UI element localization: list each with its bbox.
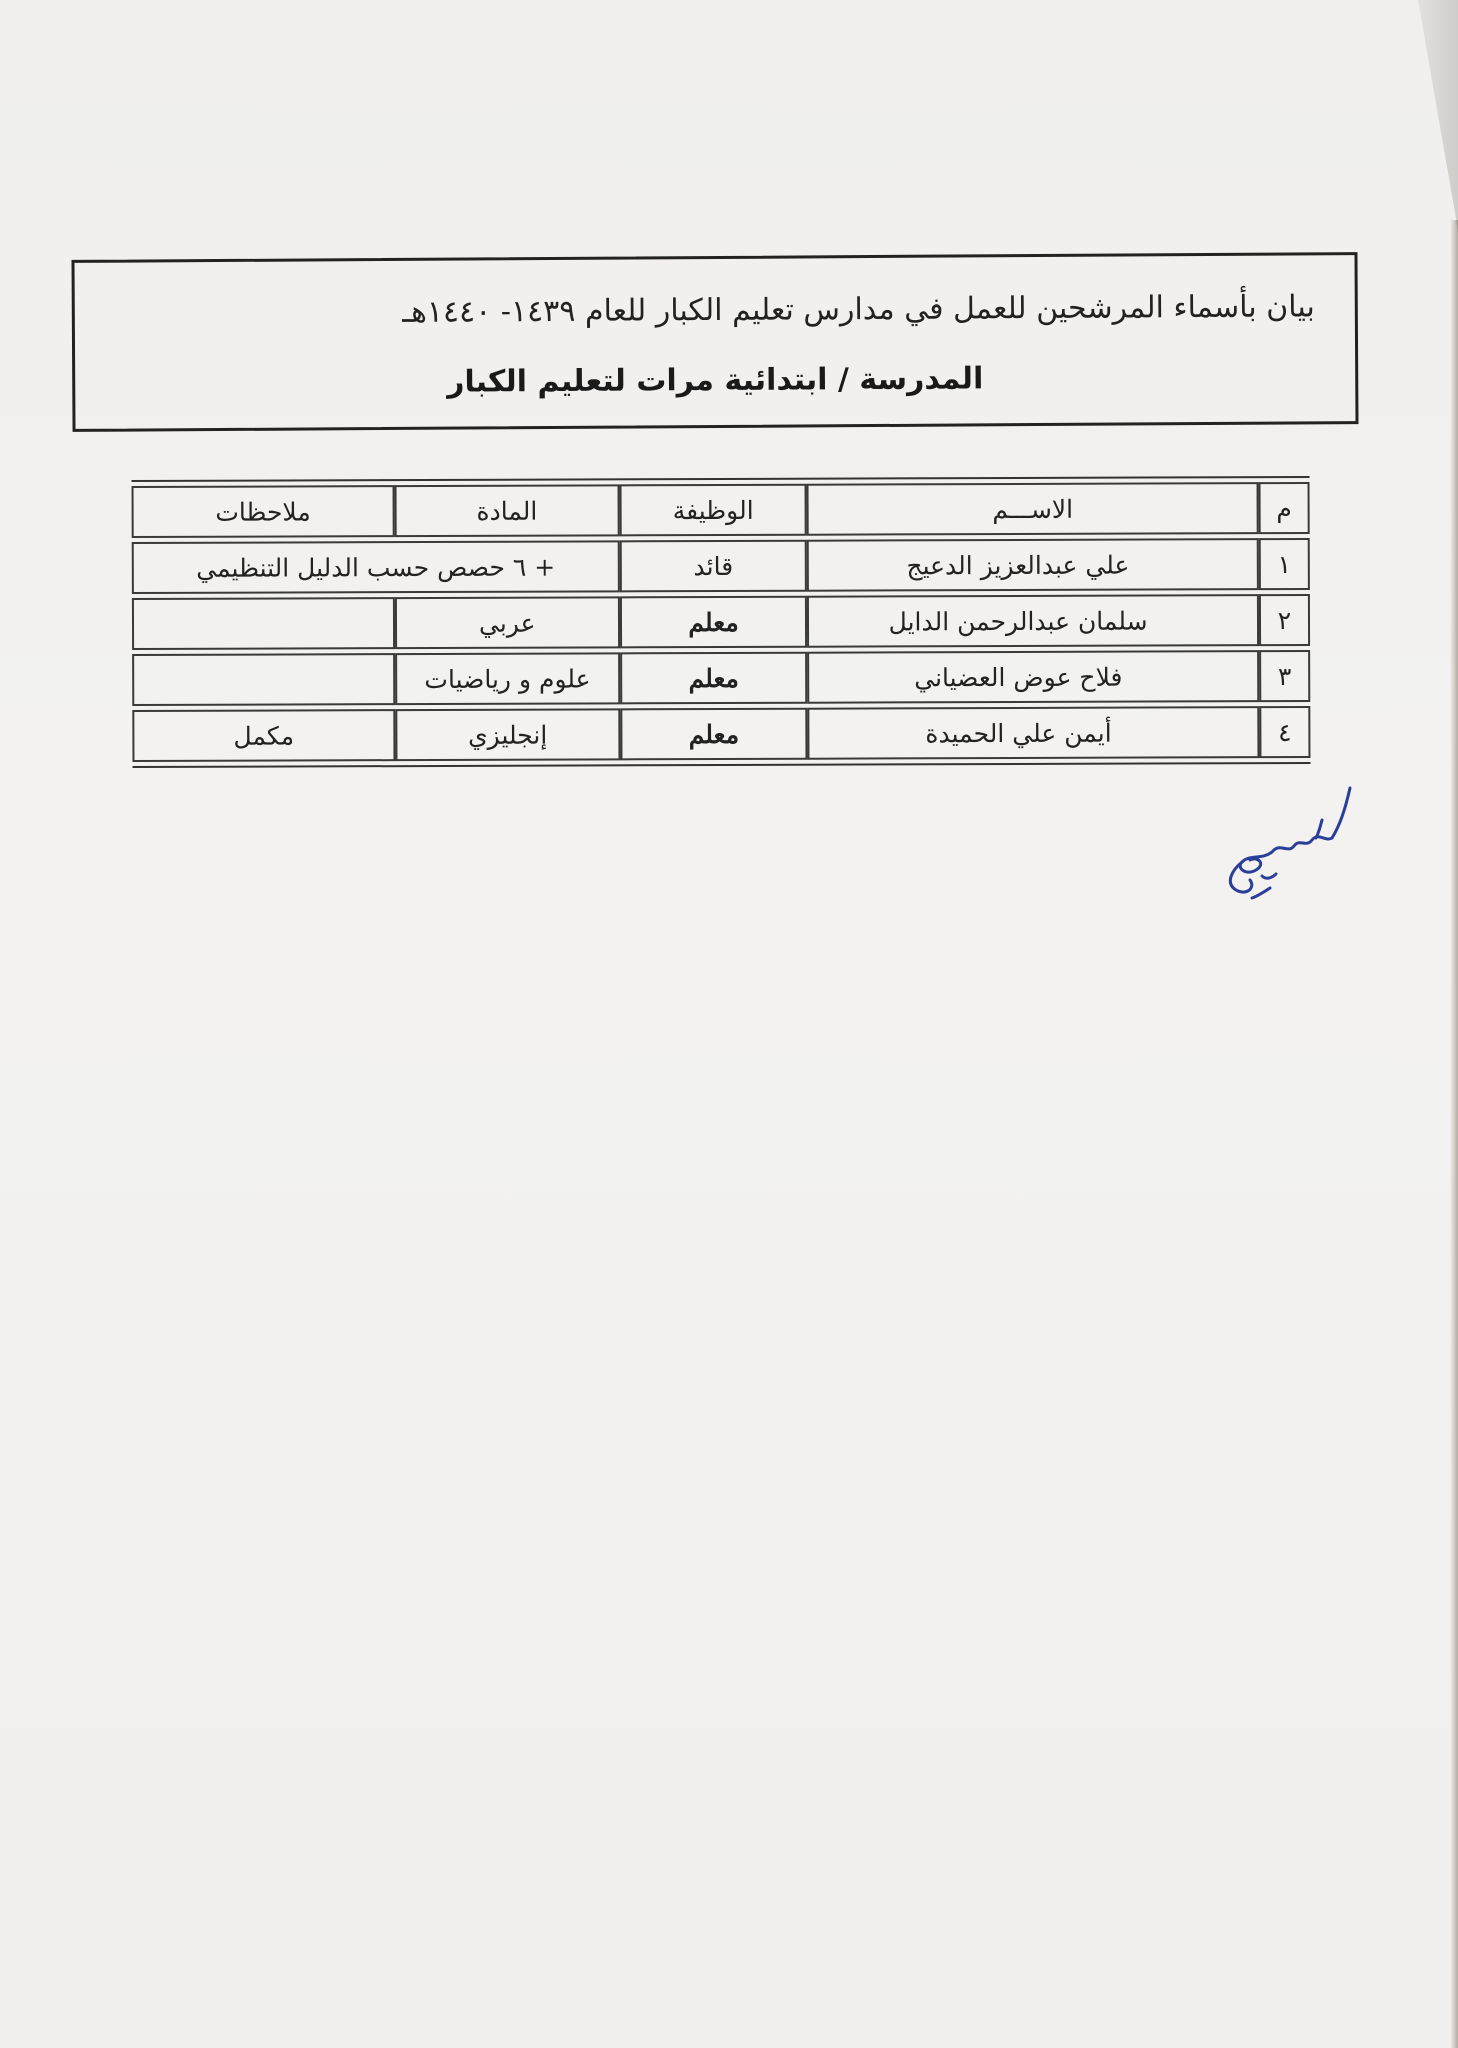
candidate-role: قائد — [619, 540, 807, 593]
candidate-notes — [132, 597, 395, 650]
row-number: ٣ — [1259, 650, 1310, 702]
page-edge-shadow — [1450, 220, 1458, 2048]
column-header-name: الاســـم — [807, 482, 1259, 536]
candidate-role: معلم — [620, 596, 808, 649]
column-header-notes: ملاحظات — [132, 485, 395, 538]
handwritten-signature — [1200, 780, 1370, 930]
column-header-number: م — [1258, 482, 1309, 534]
candidate-subject: إنجليزي — [395, 708, 620, 761]
row-number: ٢ — [1259, 594, 1310, 646]
table-header-row — [132, 482, 1310, 538]
candidates-table — [132, 476, 1311, 768]
table-row — [132, 650, 1310, 706]
candidate-role: معلم — [620, 652, 808, 705]
candidate-name: علي عبدالعزيز الدعيج — [807, 538, 1259, 592]
table-row — [132, 706, 1310, 762]
candidate-name: فلاح عوض العضياني — [807, 650, 1259, 704]
column-header-role: الوظيفة — [619, 484, 807, 537]
candidate-notes — [132, 653, 395, 706]
table-row — [132, 538, 1310, 594]
column-header-subject: المادة — [394, 484, 619, 537]
candidate-subject-notes: + ٦ حصص حسب الدليل التنظيمي — [132, 540, 620, 594]
school-name: المدرسة / ابتدائية مرات لتعليم الكبار — [447, 361, 984, 400]
document-header-box — [71, 252, 1358, 432]
table-row — [132, 594, 1310, 650]
row-number: ١ — [1259, 538, 1310, 590]
candidate-subject: علوم و رياضيات — [395, 652, 620, 705]
candidate-role: معلم — [620, 708, 808, 761]
row-number: ٤ — [1259, 706, 1310, 758]
document-title: بيان بأسماء المرشحين للعمل في مدارس تعليم الكبار للعام ١٤٣٩- ١٤٤٠هـ — [402, 289, 1315, 330]
candidate-notes: مكمل — [132, 709, 395, 762]
candidate-subject: عربي — [395, 596, 620, 649]
candidate-name: سلمان عبدالرحمن الدايل — [807, 594, 1259, 648]
candidate-name: أيمن علي الحميدة — [808, 706, 1260, 760]
